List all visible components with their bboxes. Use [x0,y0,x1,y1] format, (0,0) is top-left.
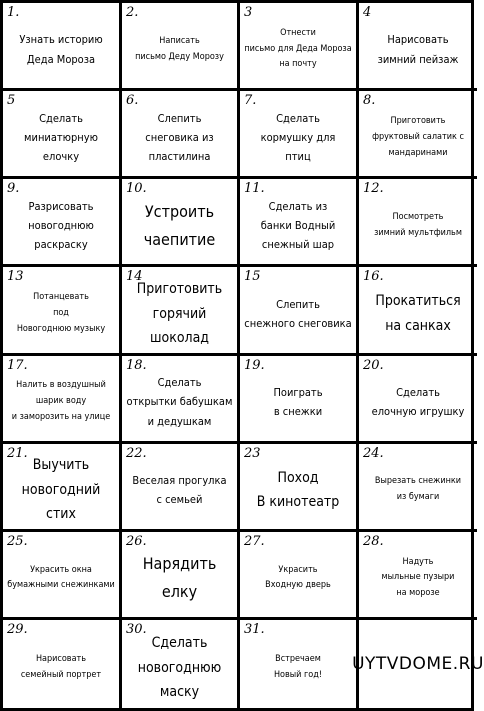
day-number: 21. [7,445,28,461]
activity-text: Поиграть в снежки [273,385,323,419]
day-number: 6. [126,93,139,109]
activity-text: Сделать миниатюрную елочку [24,111,98,164]
activity-text: Веселая прогулка с семьей [132,473,227,507]
day-number: 5 [7,93,16,109]
activity-text: Приготовить фруктовый салатик с мандаринами [372,116,464,158]
activity-cell [122,91,240,179]
day-number: 12. [363,181,384,197]
day-number: 15 [244,269,261,285]
activity-cell [122,267,240,355]
activity-cell [359,444,477,532]
day-number: 20. [363,357,384,373]
activity-text: Разрисовать новогоднюю раскраску [28,199,94,252]
activity-cell [3,179,122,267]
day-number: 29. [7,621,28,637]
activity-cell [240,356,359,444]
activity-text: Украсить окна бумажными снежинками [7,564,115,591]
activity-cell [240,620,359,708]
activity-cell [359,3,477,91]
activity-text: Слепить снеговика из пластилина [145,111,214,164]
activity-text: Надуть мыльные пузыри на морозе [381,556,455,599]
activity-text: Потанцевать под Новогоднюю музыку [16,292,106,334]
activity-cell [3,620,122,708]
activity-cell [240,91,359,179]
activity-cell [359,356,477,444]
activity-cell [359,179,477,267]
activity-cell [122,179,240,267]
day-number: 19. [244,357,265,373]
activity-text: Узнать историю Деда Мороза [19,33,103,66]
activity-cell [240,267,359,355]
activity-cell [122,3,240,91]
day-number: 13 [7,269,24,285]
site-brand: UYTVDOME.RU [352,653,484,674]
activity-cell [122,620,240,708]
day-number: 31. [244,621,265,637]
day-number: 23 [244,445,261,461]
activity-cell [359,267,477,355]
day-number: 26. [126,533,147,549]
activity-text: Нарисовать семейный портрет [20,654,102,680]
activity-text: Приготовить горячий шоколад [136,281,223,347]
activity-text: Прокатиться на санках [375,293,461,334]
activity-cell [122,356,240,444]
day-number: 11. [244,181,265,197]
day-number: 30. [126,621,147,637]
activity-cell [3,3,122,91]
activity-cell [3,91,122,179]
day-number: 22. [126,445,147,461]
day-number: 17. [7,357,28,373]
activity-text: Написать письмо Деду Морозу [135,35,224,62]
activity-text: Посмотреть зимний мультфильм [374,212,462,238]
day-number: 10. [126,181,147,197]
activity-text: Сделать из банки Водный снежный шар [260,199,336,252]
activity-cell [240,179,359,267]
day-number: 3 [244,5,253,20]
activity-cell [359,91,477,179]
activity-cell [122,532,240,620]
activity-text: Нарядить елку [142,554,217,602]
day-number: 2. [126,5,139,20]
activity-text: Украсить Входную дверь [265,564,331,591]
day-number: 27. [244,533,265,549]
activity-text: Поход В кинотеатр [256,469,340,511]
day-number: 9. [7,181,20,197]
activity-text: Нарисовать зимний пейзаж [377,33,459,66]
activity-cell [240,444,359,532]
activity-cell [122,444,240,532]
activity-text: Сделать елочную игрушку [371,385,465,419]
day-number: 24. [363,445,384,461]
day-number: 4 [363,5,372,20]
activity-cell [3,356,122,444]
day-number: 1. [7,5,20,20]
activity-cell [359,532,477,620]
activity-text: Встречаем Новый год! [273,654,323,680]
activity-text: Устроить чаепитие [143,201,216,249]
day-number: 18. [126,357,147,373]
activity-text: Слепить снежного снеговика [244,297,352,330]
activity-text: Выучить новогодний стих [21,457,101,523]
activity-cell [3,444,122,532]
day-number: 7. [244,93,257,109]
day-number: 28. [363,533,384,549]
activity-cell [240,3,359,91]
day-number: 16. [363,269,384,285]
activity-text: Отнести письмо для Деда Мороза на почту [244,27,352,70]
activity-text: Налить в воздушный шарик воду и заморозить на улице [11,380,111,422]
day-number: 8. [363,93,376,109]
activity-text: Сделать открытки бабушкам и дедушкам [126,376,233,428]
activity-cell [240,532,359,620]
activity-cell [3,267,122,355]
activity-text: Сделать новогоднюю маску [137,635,222,701]
brand-cell [352,620,484,708]
activity-text: Сделать кормушку для птиц [260,111,336,164]
day-number: 25. [7,533,28,549]
activity-text: Вырезать снежинки из бумаги [374,476,462,503]
day-number: 14 [126,269,143,285]
activity-cell [3,532,122,620]
